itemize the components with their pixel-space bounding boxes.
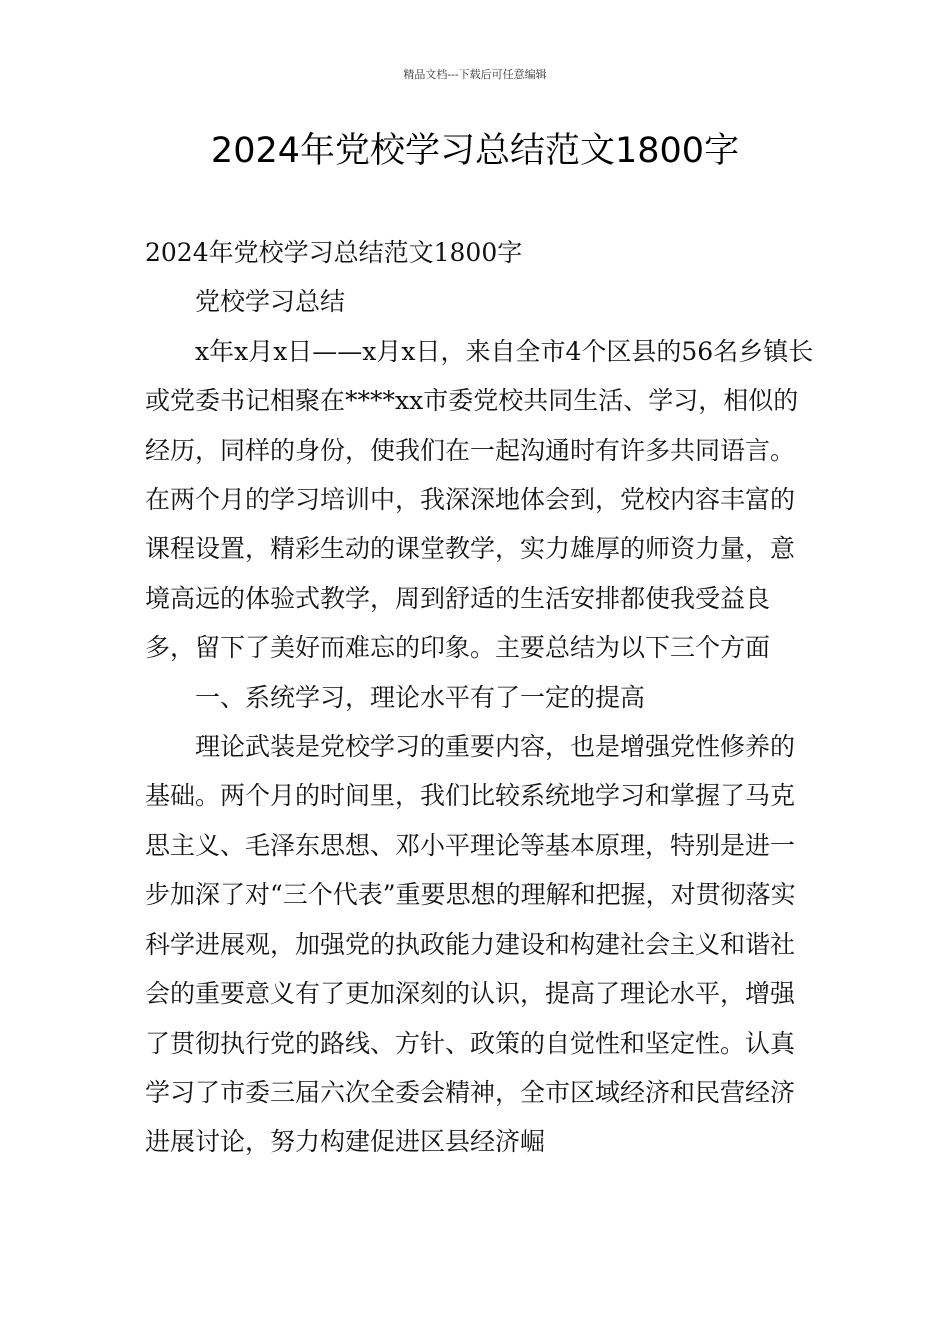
section-title: 党校学习总结 <box>195 287 346 317</box>
section-heading: 一、系统学习，理论水平有了一定的提高 <box>195 682 646 712</box>
subtitle-line: 2024年党校学习总结范文1800字 <box>145 238 523 267</box>
header-note: 精品文档---下载后可任意编辑 <box>403 68 547 81</box>
paragraph: x年x月x日——x月x日，来自全市4个区县的56名乡镇长或党委书记相聚在****xx市委党校共同生活、学习，相似的经历，同样的身份，使我们在一起沟通时有许多共同语言。在两个月的学习培训中，我深深地体会到，党校内容丰富的课程设置，精彩生动的课堂教学，实力雄厚的师资力量，意境高远的体验式教学，周到舒适的生活安排都使我受益良多，留下了美好而难忘的印象。主要总结为以下三个方面 <box>145 336 814 663</box>
document-title: 2024年党校学习总结范文1800字 <box>210 131 740 171</box>
paragraph: 理论武装是党校学习的重要内容，也是增强党性修养的基础。两个月的时间里，我们比较系统地学习和掌握了马克思主义、毛泽东思想、邓小平理论等基本原理，特别是进一步加深了对“三个代表”重要思想的理解和把握，对贯彻落实科学进展观，加强党的执政能力建设和构建社会主义和谐社会的重要意义有了更加深刻的认识，提高了理论水平，增强了贯彻执行党的路线、方针、政策的自觉性和坚定性。认真学习了市委三届六次全委会精神，全市区域经济和民营经济进展讨论，努力构建促进区县经济崛 <box>145 732 796 1157</box>
document-body <box>145 228 815 1167</box>
